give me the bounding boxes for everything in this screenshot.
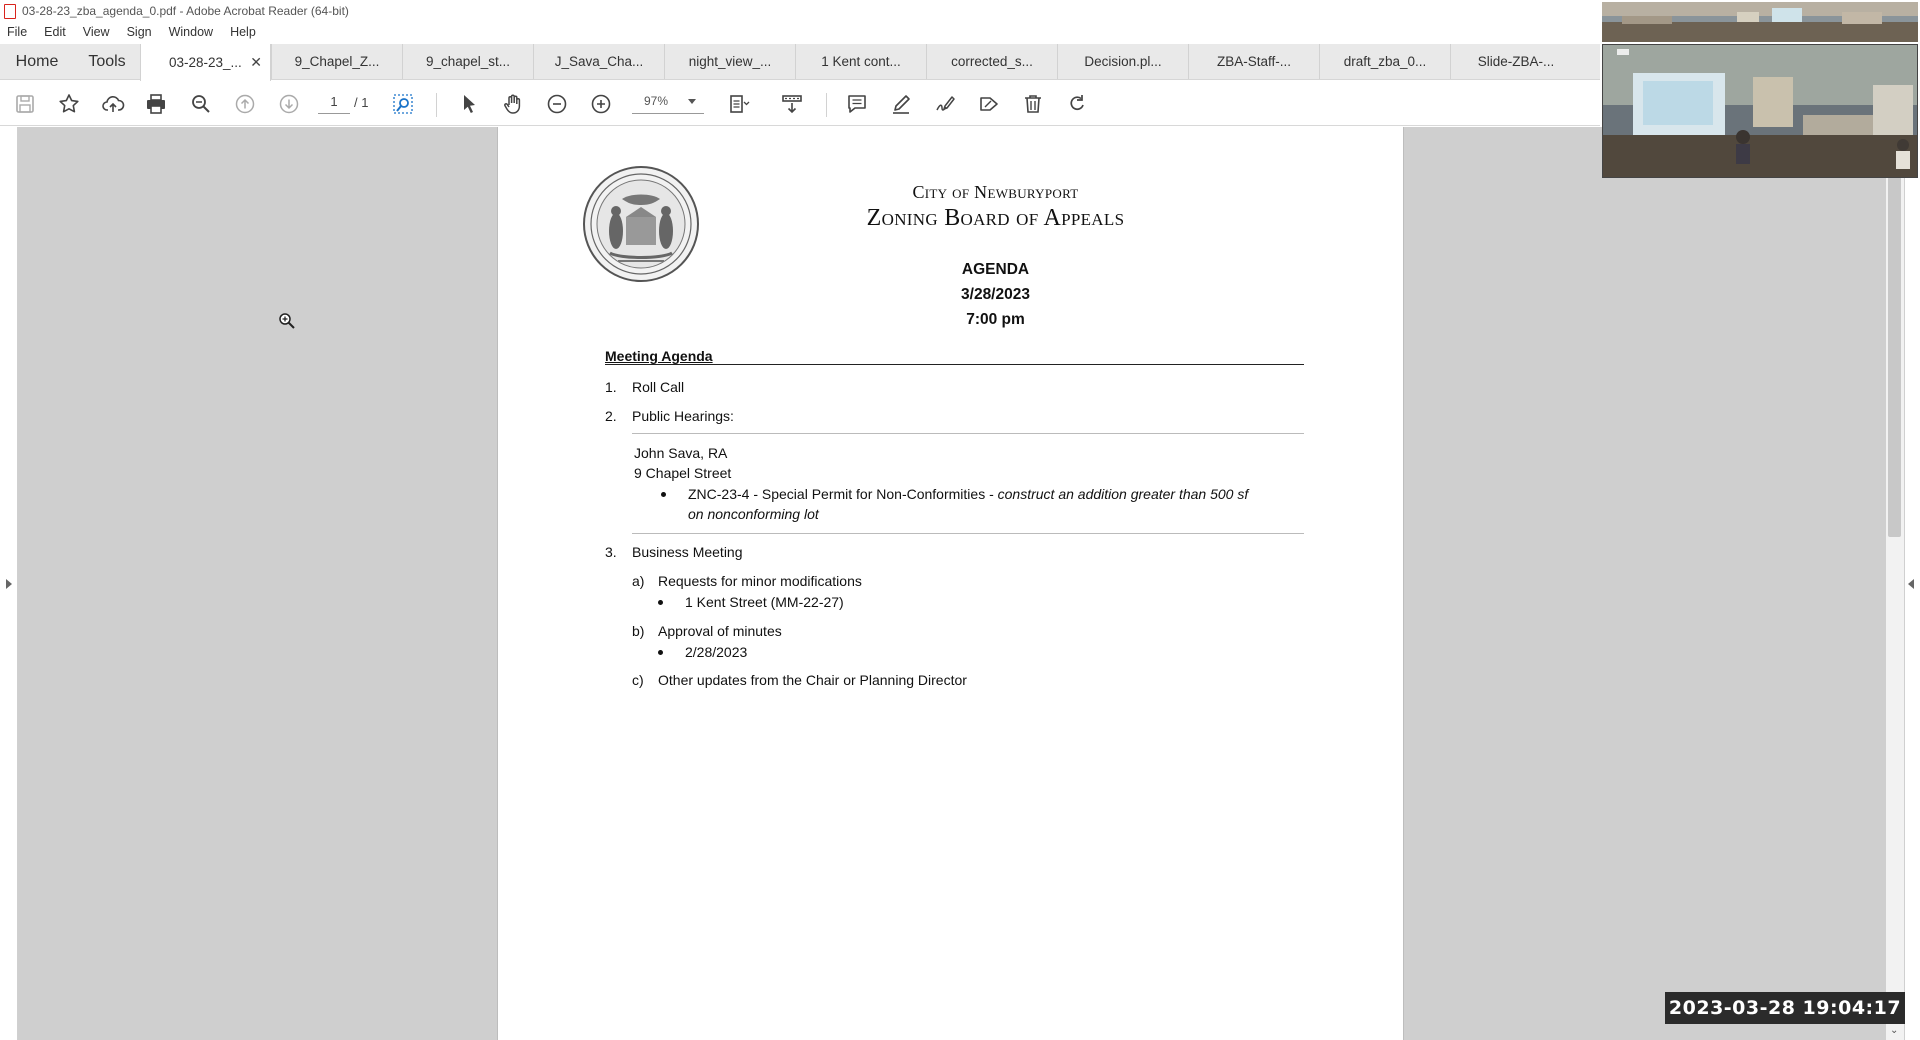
hearing-description-cont: on nonconforming lot bbox=[688, 506, 819, 522]
zoom-search-icon[interactable] bbox=[188, 91, 214, 117]
menu-help[interactable]: Help bbox=[230, 25, 256, 39]
meeting-time: 7:00 pm bbox=[966, 311, 1025, 328]
tab-document[interactable]: ZBA-Staff-... bbox=[1188, 44, 1319, 79]
section-divider bbox=[605, 364, 1304, 365]
meeting-video-thumbnail bbox=[1602, 2, 1918, 42]
tab-label: 03-28-23_... bbox=[169, 55, 242, 70]
bullet bbox=[661, 492, 666, 497]
rotate-undo-icon[interactable] bbox=[1064, 91, 1090, 117]
hand-pan-icon[interactable] bbox=[500, 91, 526, 117]
tab-document[interactable]: corrected_s... bbox=[926, 44, 1057, 79]
sub-item-approval-of-minutes: Approval of minutes bbox=[658, 623, 782, 639]
item-number: 3. bbox=[605, 544, 617, 560]
menu-window[interactable]: Window bbox=[168, 25, 214, 39]
minutes-date: 2/28/2023 bbox=[685, 644, 748, 660]
recording-timestamp: 2023-03-28 19:04:17 bbox=[1665, 992, 1905, 1024]
pdf-page bbox=[497, 127, 1404, 1040]
applicant-address: 9 Chapel Street bbox=[634, 465, 732, 481]
acrobat-pdf-icon bbox=[4, 4, 16, 18]
title-bar bbox=[0, 0, 1600, 22]
menu-bar bbox=[0, 22, 273, 42]
bullet bbox=[658, 600, 663, 605]
tab-document-active[interactable] bbox=[140, 44, 271, 81]
item-number: 1. bbox=[605, 379, 617, 395]
menu-sign[interactable]: Sign bbox=[126, 25, 152, 39]
select-cursor-icon[interactable] bbox=[456, 91, 482, 117]
hearing-case bbox=[688, 486, 1248, 502]
previous-page-icon[interactable] bbox=[232, 91, 258, 117]
item-number: 2. bbox=[605, 408, 617, 424]
scroll-mode-icon[interactable] bbox=[779, 91, 805, 117]
divider bbox=[632, 533, 1304, 534]
upload-cloud-icon[interactable] bbox=[100, 91, 126, 117]
board-name: Zoning Board of Appeals bbox=[866, 205, 1125, 231]
tab-document[interactable]: night_view_... bbox=[664, 44, 795, 79]
meeting-date: 3/28/2023 bbox=[961, 286, 1030, 303]
applicant-name: John Sava, RA bbox=[634, 445, 728, 461]
bullet bbox=[658, 650, 663, 655]
agenda-item-roll-call: Roll Call bbox=[632, 379, 685, 395]
delete-trash-icon[interactable] bbox=[1020, 91, 1046, 117]
scroll-down-arrow-icon[interactable]: ⌄ bbox=[1890, 1025, 1899, 1036]
page-number-input[interactable]: 1 bbox=[318, 94, 350, 114]
minor-mod-entry: 1 Kent Street (MM-22-27) bbox=[685, 594, 844, 610]
main-toolbar bbox=[0, 81, 1600, 126]
zoom-level-select[interactable]: 97% bbox=[632, 94, 704, 114]
meeting-video-feed bbox=[1602, 44, 1918, 178]
save-icon[interactable] bbox=[12, 91, 38, 117]
sub-item-other-updates: Other updates from the Chair or Planning Director bbox=[658, 672, 967, 688]
bookmark-star-icon[interactable] bbox=[56, 91, 82, 117]
next-page-icon[interactable] bbox=[276, 91, 302, 117]
highlight-pen-icon[interactable] bbox=[888, 91, 914, 117]
sub-item-label: c) bbox=[632, 672, 644, 688]
zoom-out-icon[interactable] bbox=[544, 91, 570, 117]
sub-item-label: b) bbox=[632, 623, 645, 639]
sub-item-minor-modifications: Requests for minor modifications bbox=[658, 573, 862, 589]
section-heading: Meeting Agenda bbox=[605, 348, 713, 364]
tab-home[interactable]: Home bbox=[15, 52, 59, 70]
tab-document[interactable]: 1 Kent cont... bbox=[795, 44, 926, 79]
menu-view[interactable]: View bbox=[82, 25, 110, 39]
tab-document[interactable]: 9_Chapel_Z... bbox=[271, 44, 402, 79]
stamp-tag-icon[interactable] bbox=[976, 91, 1002, 117]
document-viewer bbox=[0, 127, 1920, 1040]
zoom-cursor-icon bbox=[278, 312, 296, 330]
agenda-title: AGENDA bbox=[961, 261, 1030, 278]
hearing-description: construct an addition greater than 500 sf bbox=[997, 486, 1249, 502]
tab-tools[interactable]: Tools bbox=[88, 52, 126, 70]
window-title: 03-28-23_zba_agenda_0.pdf - Adobe Acrobat Reader (64-bit) bbox=[22, 4, 349, 18]
tab-document[interactable]: 9_chapel_st... bbox=[402, 44, 533, 79]
page-fit-icon[interactable] bbox=[726, 91, 752, 117]
agenda-item-public-hearings: Public Hearings: bbox=[632, 408, 734, 424]
tab-document[interactable]: Decision.pl... bbox=[1057, 44, 1188, 79]
find-text-icon[interactable] bbox=[390, 91, 416, 117]
hearing-case-number: ZNC-23-4 - Special Permit for Non-Conformities - bbox=[688, 486, 998, 502]
sign-pen-icon[interactable] bbox=[932, 91, 958, 117]
tab-document[interactable]: J_Sava_Cha... bbox=[533, 44, 664, 79]
zoom-in-icon[interactable] bbox=[588, 91, 614, 117]
expand-left-panel-icon[interactable] bbox=[6, 579, 12, 589]
expand-right-panel-icon[interactable] bbox=[1908, 579, 1914, 589]
chevron-down-icon[interactable] bbox=[688, 99, 696, 104]
comment-icon[interactable] bbox=[844, 91, 870, 117]
print-icon[interactable] bbox=[143, 91, 169, 117]
agenda-item-business-meeting: Business Meeting bbox=[632, 544, 743, 560]
menu-file[interactable]: File bbox=[7, 25, 28, 39]
menu-edit[interactable]: Edit bbox=[44, 25, 66, 39]
sub-item-label: a) bbox=[632, 573, 645, 589]
page-total: / 1 bbox=[354, 95, 369, 110]
city-name: City of Newburyport bbox=[912, 182, 1079, 202]
tab-bar bbox=[0, 44, 1600, 80]
divider bbox=[632, 433, 1304, 434]
tab-document[interactable]: draft_zba_0... bbox=[1319, 44, 1450, 79]
close-tab-icon[interactable]: ✕ bbox=[250, 54, 262, 70]
tab-document[interactable]: Slide-ZBA-... bbox=[1450, 44, 1581, 79]
scrollbar-thumb[interactable] bbox=[1888, 177, 1901, 537]
